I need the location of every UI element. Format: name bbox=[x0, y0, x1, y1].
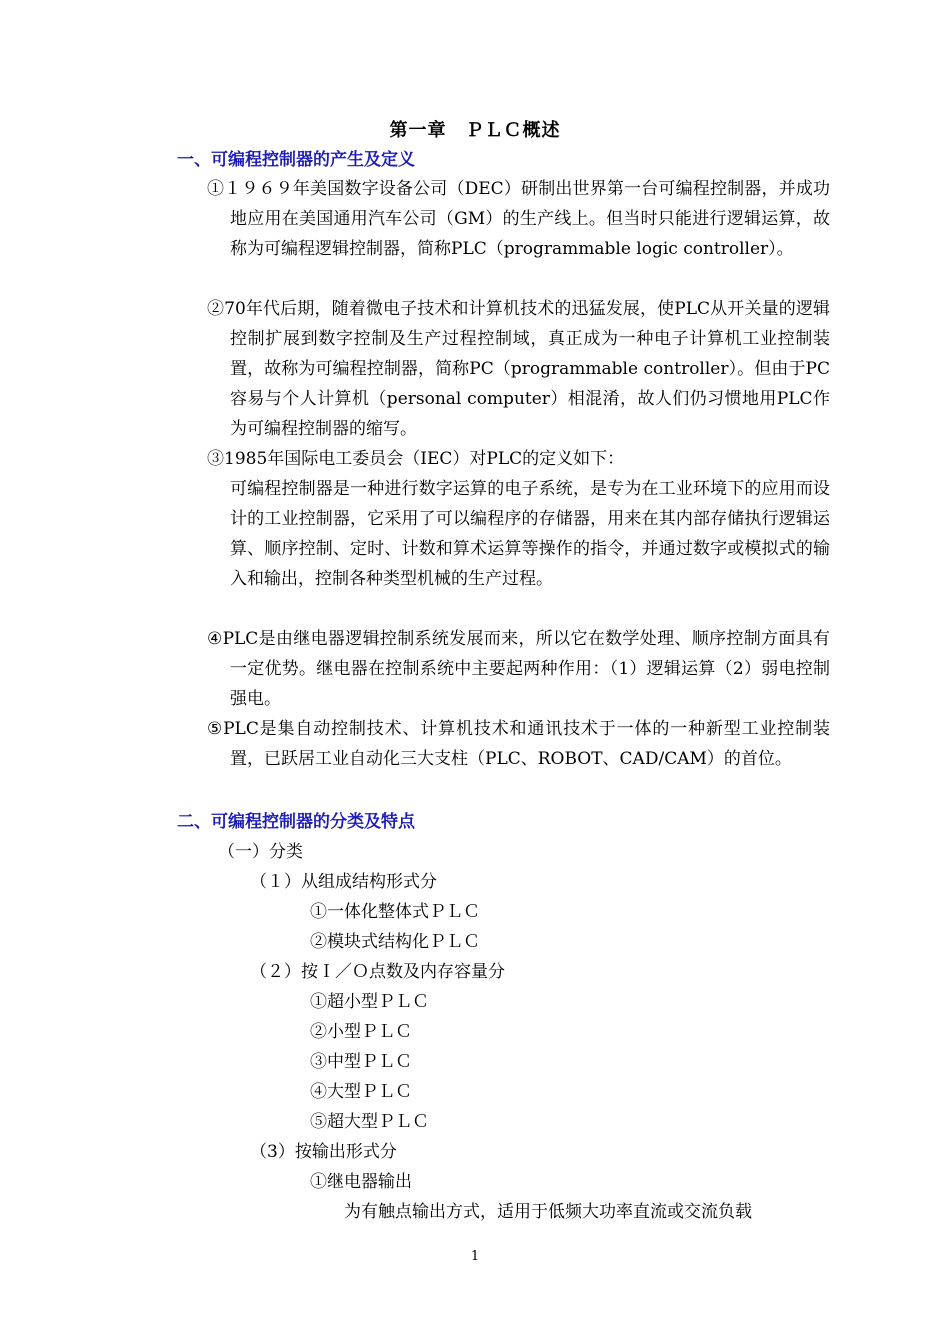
section-heading-1: 一、可编程控制器的产生及定义 bbox=[177, 150, 415, 170]
category-1-label: （１）从组成结构形式分 bbox=[250, 872, 437, 892]
paragraph-item-4: ④PLC是由继电器逻辑控制系统发展而来，所以它在数学处理、顺序控制方面具有一定优势。继电器在控制系统中主要起两种作用：（1）逻辑运算（2）弱电控制强电。 bbox=[207, 629, 830, 709]
category-2-label: （２）按Ｉ／Ｏ点数及内存容量分 bbox=[250, 962, 505, 982]
page-number: 1 bbox=[470, 1249, 480, 1264]
subsection-classification: （一）分类 bbox=[218, 842, 303, 862]
category-2-item: ④大型ＰＬＣ bbox=[310, 1082, 412, 1102]
section-heading-2: 二、可编程控制器的分类及特点 bbox=[177, 812, 415, 832]
paragraph-item-3-body: 可编程控制器是一种进行数字运算的电子系统，是专为在工业环境下的应用而设计的工业控制器，它采用了可以编程序的存储器，用来在其内部存储执行逻辑运算、顺序控制、定时、计数和算术运算等操作的指令，并通过数字或模拟式的输入和输出，控制各种类型机械的生产过程。 bbox=[230, 479, 830, 589]
category-2-item: ②小型ＰＬＣ bbox=[310, 1022, 412, 1042]
category-2-item: ⑤超大型ＰＬＣ bbox=[310, 1112, 429, 1132]
paragraph-item-3-head: ③1985年国际电工委员会（IEC）对PLC的定义如下： bbox=[207, 449, 625, 469]
category-3-label: （3）按输出形式分 bbox=[250, 1142, 397, 1162]
category-3-item: ①继电器输出 bbox=[310, 1172, 412, 1192]
category-3-note: 为有触点输出方式，适用于低频大功率直流或交流负载 bbox=[344, 1202, 752, 1222]
category-1-item: ②模块式结构化ＰＬＣ bbox=[310, 932, 480, 952]
paragraph-item-2: ②70年代后期，随着微电子技术和计算机技术的迅猛发展，使PLC从开关量的逻辑控制扩展到数字控制及生产过程控制域，真正成为一种电子计算机工业控制装置，故称为可编程控制器，简称PC（programmable controller）。但由于PC容易与个人计算机（personal computer）相混淆，故人们仍习惯地用PLC作为可编程控制器的缩写。 bbox=[207, 299, 830, 439]
paragraph-item-5: ⑤PLC是集自动控制技术、计算机技术和通讯技术于一体的一种新型工业控制装置，已跃居工业自动化三大支柱（PLC、ROBOT、CAD/CAM）的首位。 bbox=[207, 719, 830, 769]
paragraph-item-1: ①１９６９年美国数字设备公司（DEC）研制出世界第一台可编程控制器，并成功地应用在美国通用汽车公司（GM）的生产线上。但当时只能进行逻辑运算，故称为可编程逻辑控制器，简称PLC（programmable logic controller）。 bbox=[207, 179, 830, 259]
chapter-title: 第一章 ＰＬＣ概述 bbox=[389, 120, 561, 141]
category-2-item: ③中型ＰＬＣ bbox=[310, 1052, 412, 1072]
category-1-item: ①一体化整体式ＰＬＣ bbox=[310, 902, 480, 922]
category-2-item: ①超小型ＰＬＣ bbox=[310, 992, 429, 1012]
